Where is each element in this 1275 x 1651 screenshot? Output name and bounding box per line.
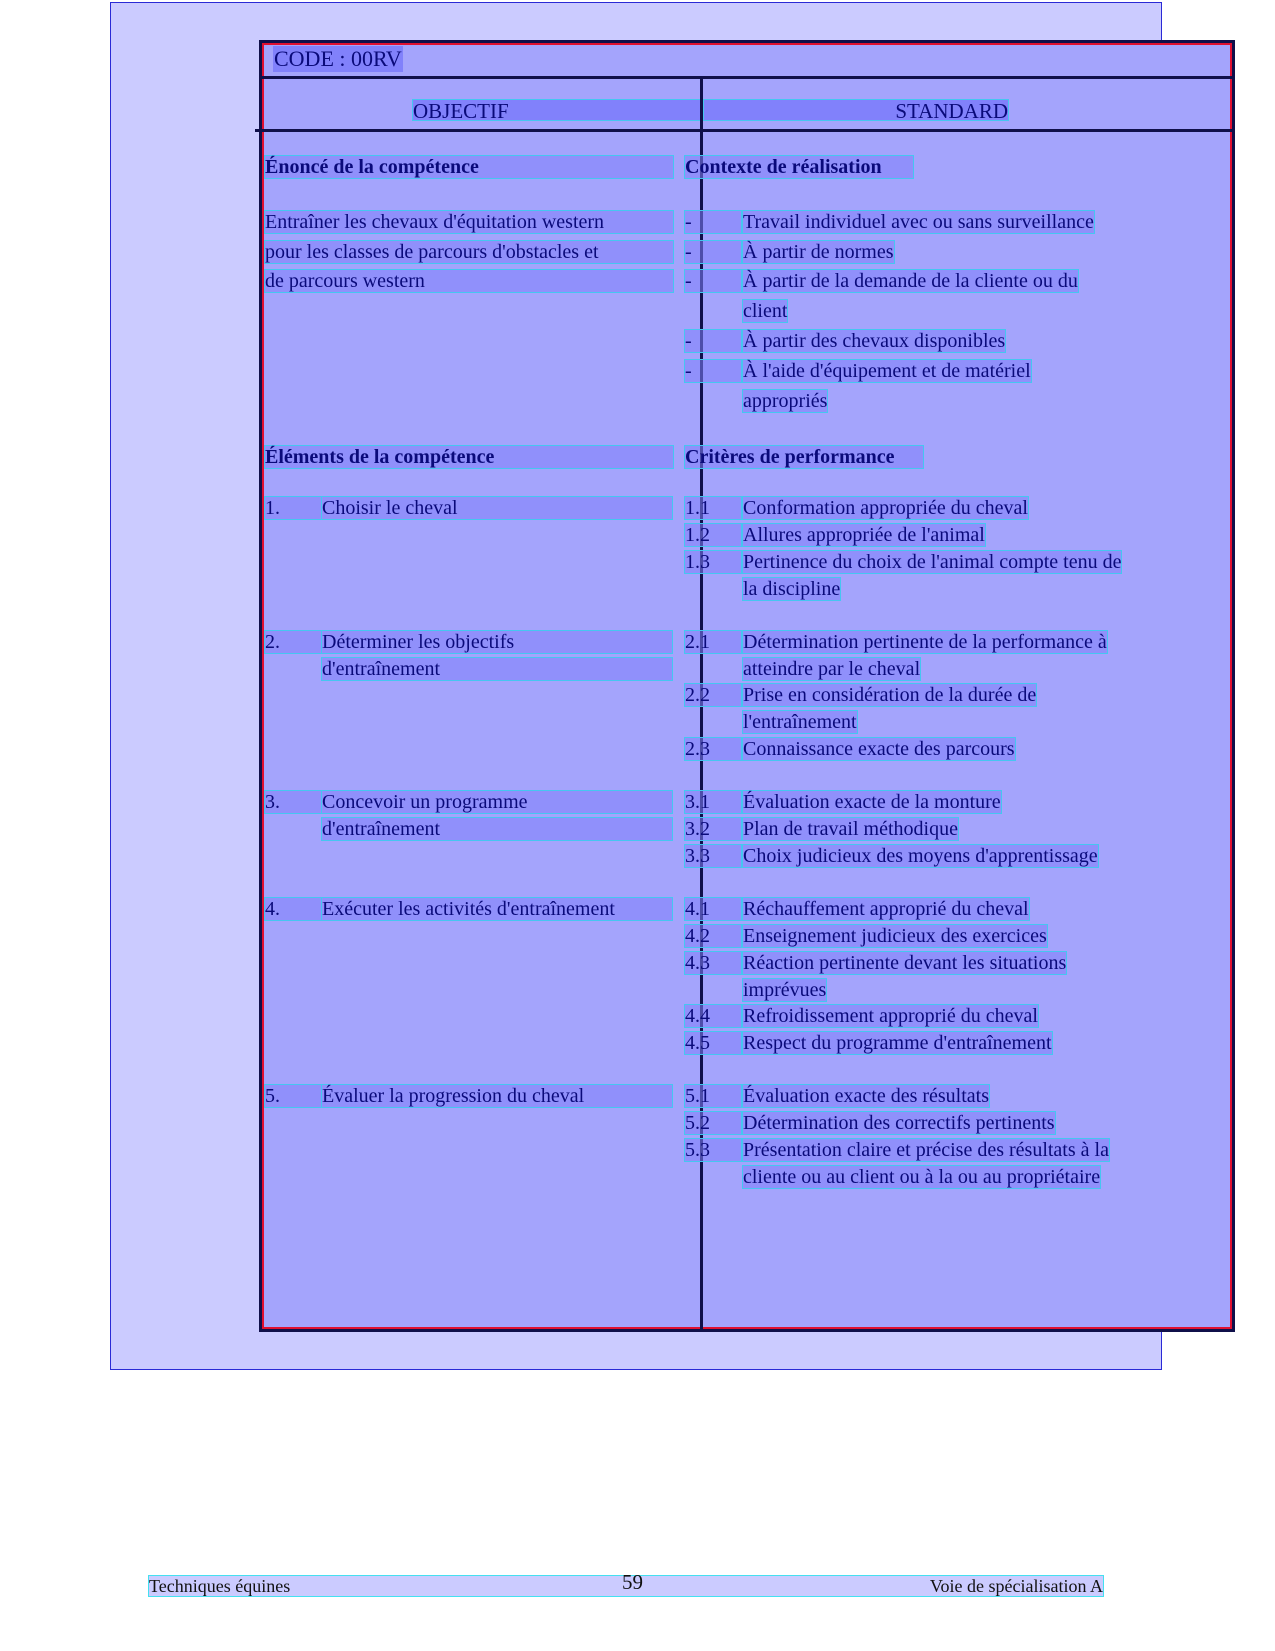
contexte-text: À partir des chevaux disponibles (743, 330, 1006, 352)
critere-text: Pertinence du choix de l'animal compte tenu de (743, 551, 1122, 573)
critere-text: Choix judicieux des moyens d'apprentissage (743, 845, 1098, 867)
critere-text: Réchauffement approprié du cheval (743, 898, 1029, 920)
contexte-text: À partir de la demande de la cliente ou du (743, 270, 1078, 292)
element-text: d'entraînement (321, 817, 673, 841)
element-text: Déterminer les objectifs (321, 630, 673, 654)
contexte-bullet: - (684, 269, 742, 293)
critere-number: 3.2 (684, 817, 742, 841)
element-number: 1. (264, 496, 322, 520)
critere-number: 4.5 (684, 1031, 742, 1055)
contexte-text: Travail individuel avec ou sans surveillance (743, 211, 1094, 233)
critere-text: Plan de travail méthodique (743, 818, 958, 840)
critere-text: cliente ou au client ou à la ou au propriétaire (743, 1166, 1101, 1188)
contexte-text: client (743, 300, 788, 322)
critere-number: 3.3 (684, 844, 742, 868)
elements-title: Éléments de la compétence (264, 445, 674, 469)
critere-number: 5.2 (684, 1111, 742, 1135)
critere-text: atteindre par le cheval (743, 658, 921, 680)
header-row (262, 79, 1232, 132)
critere-text: Détermination des correctifs pertinents (743, 1112, 1055, 1134)
critere-number: 4.1 (684, 897, 742, 921)
footer-program: Techniques équines (149, 1576, 291, 1596)
critere-text: imprévues (743, 979, 827, 1001)
critere-number: 5.1 (684, 1084, 742, 1108)
competency-table (259, 40, 1235, 1332)
critere-text: Refroidissement approprié du cheval (743, 1005, 1038, 1027)
element-number: 2. (264, 630, 322, 654)
element-number: 3. (264, 790, 322, 814)
critere-number: 1.2 (684, 523, 742, 547)
contexte-bullet: - (684, 329, 742, 353)
element-text: Évaluer la progression du cheval (321, 1084, 673, 1108)
critere-text: Détermination pertinente de la performance à (743, 631, 1107, 653)
critere-number: 2.2 (684, 683, 742, 707)
critere-number: 3.1 (684, 790, 742, 814)
critere-text: Enseignement judicieux des exercices (743, 925, 1047, 947)
element-number: 4. (264, 897, 322, 921)
critere-number: 4.2 (684, 924, 742, 948)
enonce-line: Entraîner les chevaux d'équitation western (264, 210, 674, 234)
critere-text: Connaissance exacte des parcours (743, 738, 1015, 760)
page-frame (110, 2, 1162, 1370)
enonce-line: pour les classes de parcours d'obstacles et (264, 240, 674, 264)
critere-text: Conformation appropriée du cheval (743, 497, 1028, 519)
contexte-text: À partir de normes (743, 241, 894, 263)
contexte-text: À l'aide d'équipement et de matériel (743, 360, 1031, 382)
critere-text: Évaluation exacte des résultats (743, 1085, 990, 1107)
critere-number: 2.1 (684, 630, 742, 654)
page-footer (148, 1570, 1104, 1597)
criteres-title: Critères de performance (684, 445, 924, 469)
page-number: 59 (622, 1570, 643, 1594)
critere-number: 4.4 (684, 1004, 742, 1028)
standard-header: STANDARD (703, 99, 1009, 121)
objectif-header: OBJECTIF (412, 99, 702, 121)
competency-code: CODE : 00RV (274, 46, 402, 71)
critere-text: Évaluation exacte de la monture (743, 791, 1001, 813)
contexte-bullet: - (684, 240, 742, 264)
enonce-line: de parcours western (264, 269, 674, 293)
code-row (262, 43, 1232, 79)
critere-text: Allures appropriée de l'animal (743, 524, 985, 546)
contexte-title: Contexte de réalisation (684, 155, 914, 179)
critere-number: 1.3 (684, 550, 742, 574)
critere-number: 4.3 (684, 951, 742, 975)
element-number: 5. (264, 1084, 322, 1108)
critere-text: l'entraînement (743, 711, 857, 733)
element-text: Choisir le cheval (321, 496, 673, 520)
critere-text: la discipline (743, 578, 841, 600)
element-text: Exécuter les activités d'entraînement (321, 897, 673, 921)
contexte-bullet: - (684, 359, 742, 383)
enonce-title: Énoncé de la compétence (264, 155, 674, 179)
element-text: Concevoir un programme (321, 790, 673, 814)
footer-track: Voie de spécialisation A (929, 1576, 1103, 1596)
critere-number: 1.1 (684, 496, 742, 520)
critere-number: 5.3 (684, 1138, 742, 1162)
critere-text: Prise en considération de la durée de (743, 684, 1037, 706)
contexte-bullet: - (684, 210, 742, 234)
element-text: d'entraînement (321, 657, 673, 681)
critere-text: Présentation claire et précise des résultats à la (743, 1139, 1109, 1161)
contexte-text: appropriés (743, 390, 828, 412)
critere-number: 2.3 (684, 737, 742, 761)
critere-text: Réaction pertinente devant les situations (743, 952, 1067, 974)
header-tick (255, 129, 263, 132)
critere-text: Respect du programme d'entraînement (743, 1032, 1052, 1054)
